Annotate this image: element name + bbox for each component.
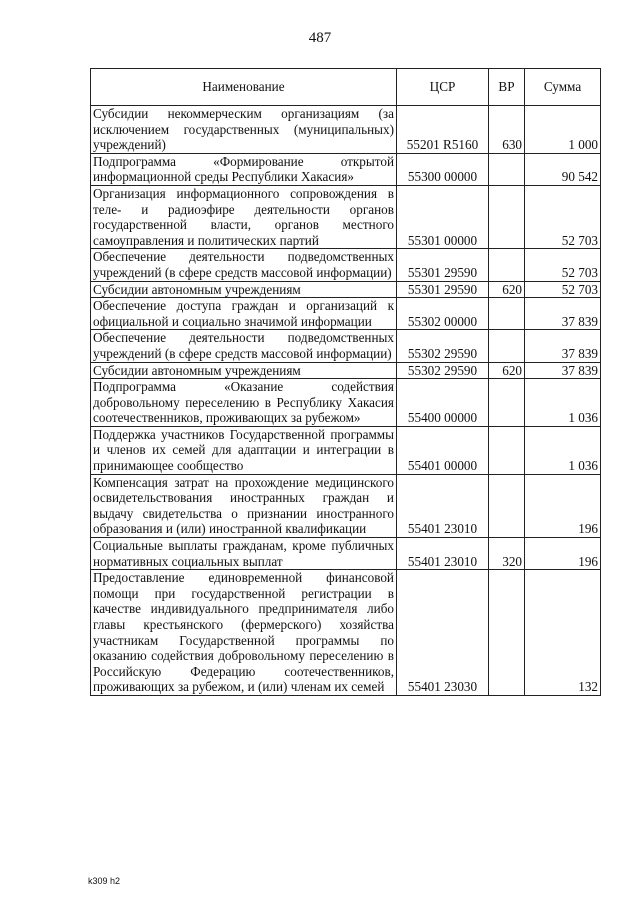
- table-row: [91, 379, 601, 427]
- footer-code: k309 h2: [88, 876, 121, 886]
- row-vr: [489, 249, 525, 281]
- row-csr: 55401 23010: [397, 538, 489, 570]
- table-row: [91, 281, 601, 298]
- row-name: Подпрограмма «Формирование открытой информационной среды Республики Хакасия»: [91, 153, 397, 185]
- row-vr: [489, 330, 525, 362]
- row-name: Субсидии некоммерческим организациям (за исключением государственных (муниципальных) учреждений): [91, 106, 397, 154]
- page-number: 487: [308, 30, 332, 46]
- row-csr: 55302 00000: [397, 298, 489, 330]
- row-vr: 620: [489, 362, 525, 379]
- row-csr: 55301 00000: [397, 185, 489, 248]
- table-row: [91, 249, 601, 281]
- row-name: Обеспечение доступа граждан и организаций к официальной и социально значимой информации: [91, 298, 397, 330]
- header-vr: ВР: [489, 69, 525, 106]
- row-csr: 55201 R5160: [397, 106, 489, 154]
- row-csr: 55401 00000: [397, 426, 489, 474]
- row-name: Предоставление единовременной финансовой помощи при государственной регистрации в качестве индивидуального предпринимателя либо главы крестьянского (фермерского) хозяйства участникам Государственной программы по оказанию содействия добровольному переселению в Российскую Федерацию соотечественников, проживающих за рубежом, и (или) членам их семей: [91, 570, 397, 696]
- header-row: [91, 69, 601, 106]
- table-row: [91, 185, 601, 248]
- row-csr: 55302 29590: [397, 362, 489, 379]
- row-name: Субсидии автономным учреждениям: [91, 281, 397, 298]
- row-vr: [489, 426, 525, 474]
- row-csr: 55401 23010: [397, 474, 489, 537]
- row-name: Субсидии автономным учреждениям: [91, 362, 397, 379]
- row-vr: 320: [489, 538, 525, 570]
- row-sum: 52 703: [525, 249, 601, 281]
- table-row: [91, 330, 601, 362]
- row-vr: [489, 379, 525, 427]
- table-row: [91, 106, 601, 154]
- row-sum: 37 839: [525, 330, 601, 362]
- row-sum: 196: [525, 474, 601, 537]
- row-sum: 90 542: [525, 153, 601, 185]
- table-row: [91, 362, 601, 379]
- budget-table: [90, 68, 601, 696]
- row-csr: 55401 23030: [397, 570, 489, 696]
- header-sum: Сумма: [525, 69, 601, 106]
- row-vr: [489, 298, 525, 330]
- row-sum: 1 036: [525, 426, 601, 474]
- row-vr: [489, 153, 525, 185]
- row-vr: 630: [489, 106, 525, 154]
- table-row: [91, 538, 601, 570]
- row-vr: [489, 474, 525, 537]
- row-name: Подпрограмма «Оказание содействия добровольному переселению в Республику Хакасия соотечественников, проживающих за рубежом»: [91, 379, 397, 427]
- row-vr: [489, 185, 525, 248]
- row-sum: 37 839: [525, 362, 601, 379]
- row-name: Обеспечение деятельности подведомственных учреждений (в сфере средств массовой информации): [91, 330, 397, 362]
- row-csr: 55400 00000: [397, 379, 489, 427]
- row-name: Организация информационного сопровождения в теле- и радиоэфире деятельности органов государственной власти, органов местного самоуправления и политических партий: [91, 185, 397, 248]
- row-name: Социальные выплаты гражданам, кроме публичных нормативных социальных выплат: [91, 538, 397, 570]
- row-sum: 1 000: [525, 106, 601, 154]
- row-sum: 37 839: [525, 298, 601, 330]
- header-name: Наименование: [91, 69, 397, 106]
- table-header: [91, 69, 601, 106]
- row-csr: 55301 29590: [397, 281, 489, 298]
- table-row: [91, 153, 601, 185]
- row-name: Обеспечение деятельности подведомственных учреждений (в сфере средств массовой информации): [91, 249, 397, 281]
- row-sum: 1 036: [525, 379, 601, 427]
- table-row: [91, 298, 601, 330]
- row-name: Компенсация затрат на прохождение медицинского освидетельствования иностранных граждан и выдачу свидетельства о признании иностранного образования и (или) иностранной квалификации: [91, 474, 397, 537]
- row-sum: 52 703: [525, 185, 601, 248]
- row-sum: 196: [525, 538, 601, 570]
- table-body: [91, 106, 601, 696]
- row-csr: 55301 29590: [397, 249, 489, 281]
- row-name: Поддержка участников Государственной программы и членов их семей для адаптации и интеграции в принимающее сообщество: [91, 426, 397, 474]
- table-row: [91, 474, 601, 537]
- row-csr: 55302 29590: [397, 330, 489, 362]
- row-vr: [489, 570, 525, 696]
- row-csr: 55300 00000: [397, 153, 489, 185]
- row-vr: 620: [489, 281, 525, 298]
- row-sum: 52 703: [525, 281, 601, 298]
- table-row: [91, 570, 601, 696]
- table-row: [91, 426, 601, 474]
- row-sum: 132: [525, 570, 601, 696]
- header-csr: ЦСР: [397, 69, 489, 106]
